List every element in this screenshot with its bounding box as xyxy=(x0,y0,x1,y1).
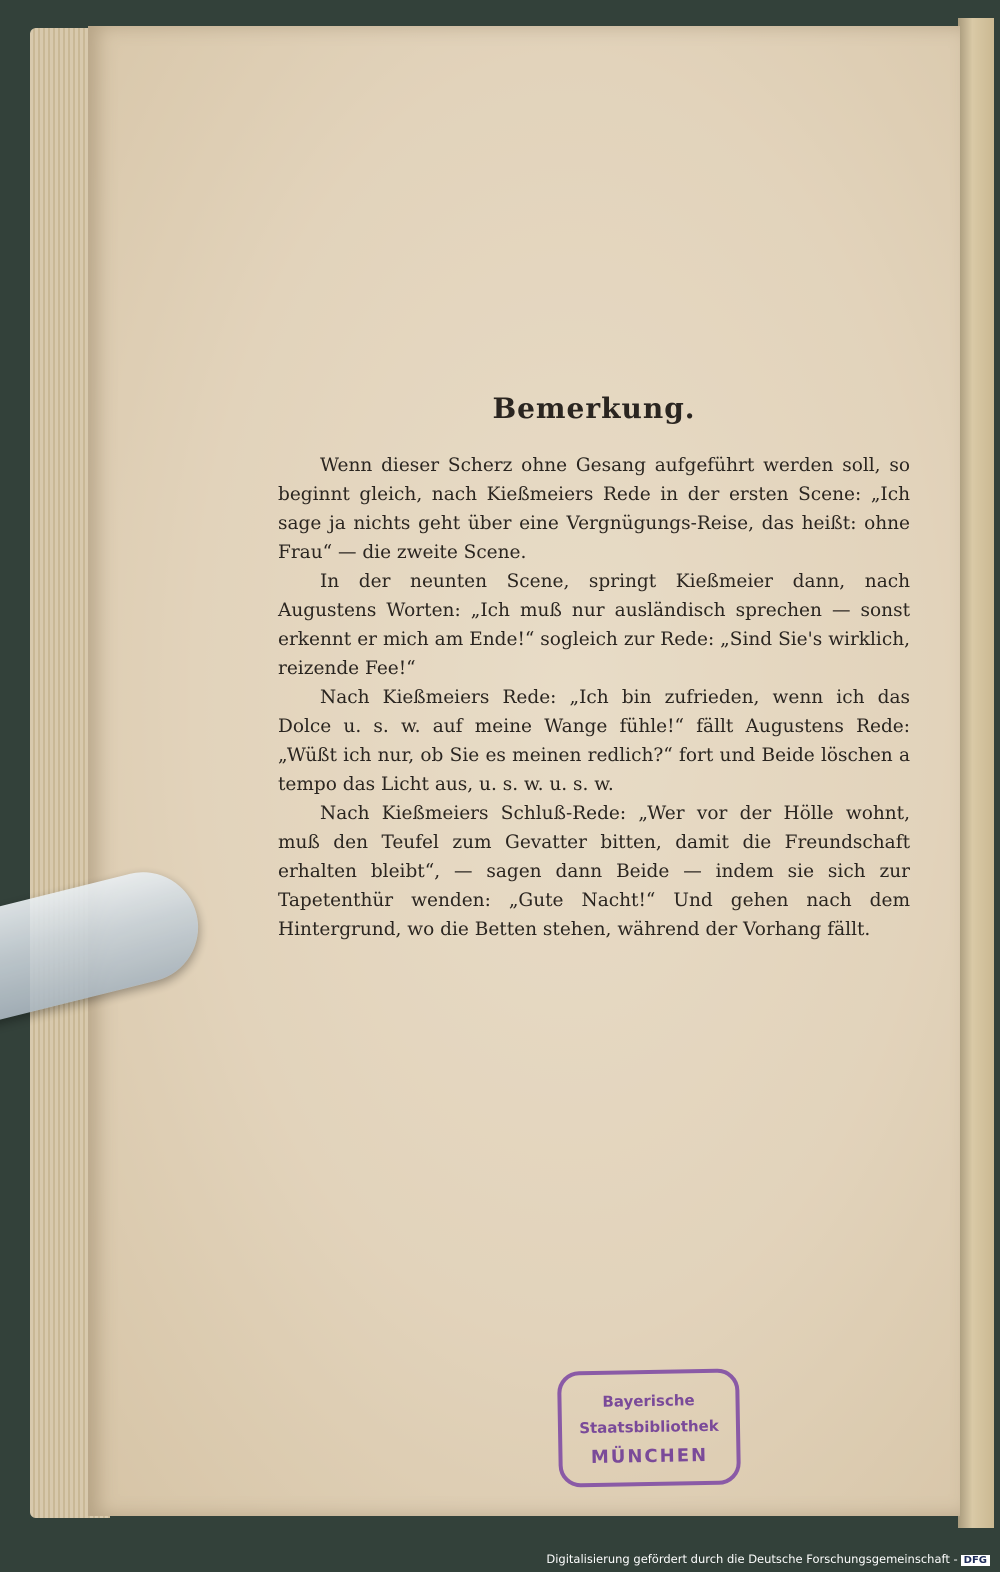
library-stamp xyxy=(557,1368,741,1487)
dfg-logo: DFG xyxy=(961,1555,990,1566)
stamp-line-3: MÜNCHEN xyxy=(590,1444,709,1469)
paragraph-3: Nach Kießmeiers Rede: „Ich bin zufrieden, wenn ich das Dolce u. s. w. auf meine Wange fühle!“ fällt Augustens Rede: „Wüßt ich nur, ob Sie es meinen redlich?“ fort und Beide löschen a tempo das Licht aus, u. s. w. u. s. w. xyxy=(278,687,910,795)
footer-text: Digitalisierung gefördert durch die Deutsche Forschungsgemeinschaft - xyxy=(546,1552,958,1566)
book-right-edge xyxy=(958,18,994,1528)
page-content xyxy=(278,392,910,944)
page-title: Bemerkung. xyxy=(492,392,696,425)
stamp-line-1: Bayerische xyxy=(602,1391,695,1411)
paragraph-2: In der neunten Scene, springt Kießmeier dann, nach Augustens Worten: „Ich muß nur ausländisch sprechen — sonst erkennt er mich am Ende!“ sogleich zur Rede: „Sind Sie's wirklich, reizende Fee!“ xyxy=(278,571,910,679)
stamp-line-2: Staatsbibliothek xyxy=(579,1416,719,1438)
paragraph-1: Wenn dieser Scherz ohne Gesang aufgeführt werden soll, so beginnt gleich, nach Kießmeiers Rede in der ersten Scene: „Ich sage ja nichts geht über eine Vergnügungs-Reise, das heißt: ohne Frau“ — die zweite Scene. xyxy=(278,455,910,563)
digitization-footer xyxy=(546,1552,990,1566)
paragraph-4: Nach Kießmeiers Schluß-Rede: „Wer vor der Hölle wohnt, muß den Teufel zum Gevatter bitten, damit die Freundschaft erhalten bleibt“, — sagen dann Beide — indem sie sich zur Tapetenthür wenden: „Gute Nacht!“ Und gehen nach dem Hintergrund, wo die Betten stehen, während der Vorhang fällt. xyxy=(278,803,910,940)
